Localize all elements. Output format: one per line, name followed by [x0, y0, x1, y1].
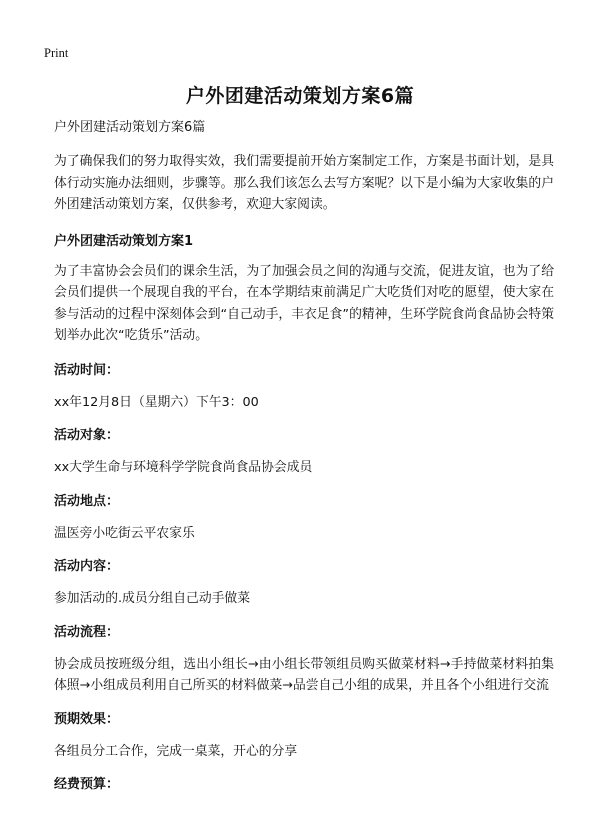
- field-value-content: 参加活动的.成员分组自己动手做菜: [54, 591, 251, 606]
- field-label-budget: 经费预算：: [54, 777, 120, 792]
- field-label-content: 活动内容：: [54, 559, 120, 574]
- intro-paragraph: 为了确保我们的努力取得实效，我们需要提前开始方案制定工作，方案是书面计划，是具体行动实施办法细则，步骤等。那么我们该怎么去写方案呢？以下是小编为大家收集的户外团建活动策划方案，仅供参考，欢迎大家阅读。: [54, 154, 554, 212]
- field-label-time: 活动时间：: [54, 362, 120, 378]
- field-label-location: 活动地点：: [54, 493, 120, 509]
- section-body-paragraph: 为了丰富协会会员们的课余生活，为了加强会员之间的沟通与交流，促进友谊，也为了给会员们提供一个展现自我的平台，在本学期结束前满足广大吃货们对吃的愿望，使大家在参与活动的过程中深刻体会到“自己动手，丰衣足食”的精神，生环学院食尚食品协会特策划举办此次“吃货乐”活动。: [54, 263, 554, 343]
- field-value-time: xx年12月8日（星期六）下午3：00: [54, 394, 259, 410]
- section-heading: 户外团建活动策划方案1: [54, 233, 194, 249]
- document-body: [54, 119, 554, 794]
- field-label-process: 活动流程：: [54, 624, 120, 640]
- field-value-expected-effect: 各组员分工合作，完成一桌菜，开心的分享: [54, 743, 298, 759]
- field-value-process: 协会成员按班级分组，选出小组长→由小组长带领组员购买做菜材料→手持做菜材料拍集体照→小组成员利用自己所买的材料做菜→品尝自己小组的成果，并且各个小组进行交流: [54, 656, 554, 693]
- field-label-audience: 活动对象：: [54, 428, 120, 443]
- print-link[interactable]: Print: [44, 46, 69, 60]
- field-label-expected-effect: 预期效果：: [54, 711, 120, 727]
- field-value-location: 温医旁小吃街云平农家乐: [54, 525, 195, 541]
- page-title: 户外团建活动策划方案6篇: [185, 85, 415, 107]
- field-value-audience: xx大学生命与环境科学学院食尚食品协会成员: [54, 460, 313, 475]
- document-subtitle: 户外团建活动策划方案6篇: [54, 120, 206, 135]
